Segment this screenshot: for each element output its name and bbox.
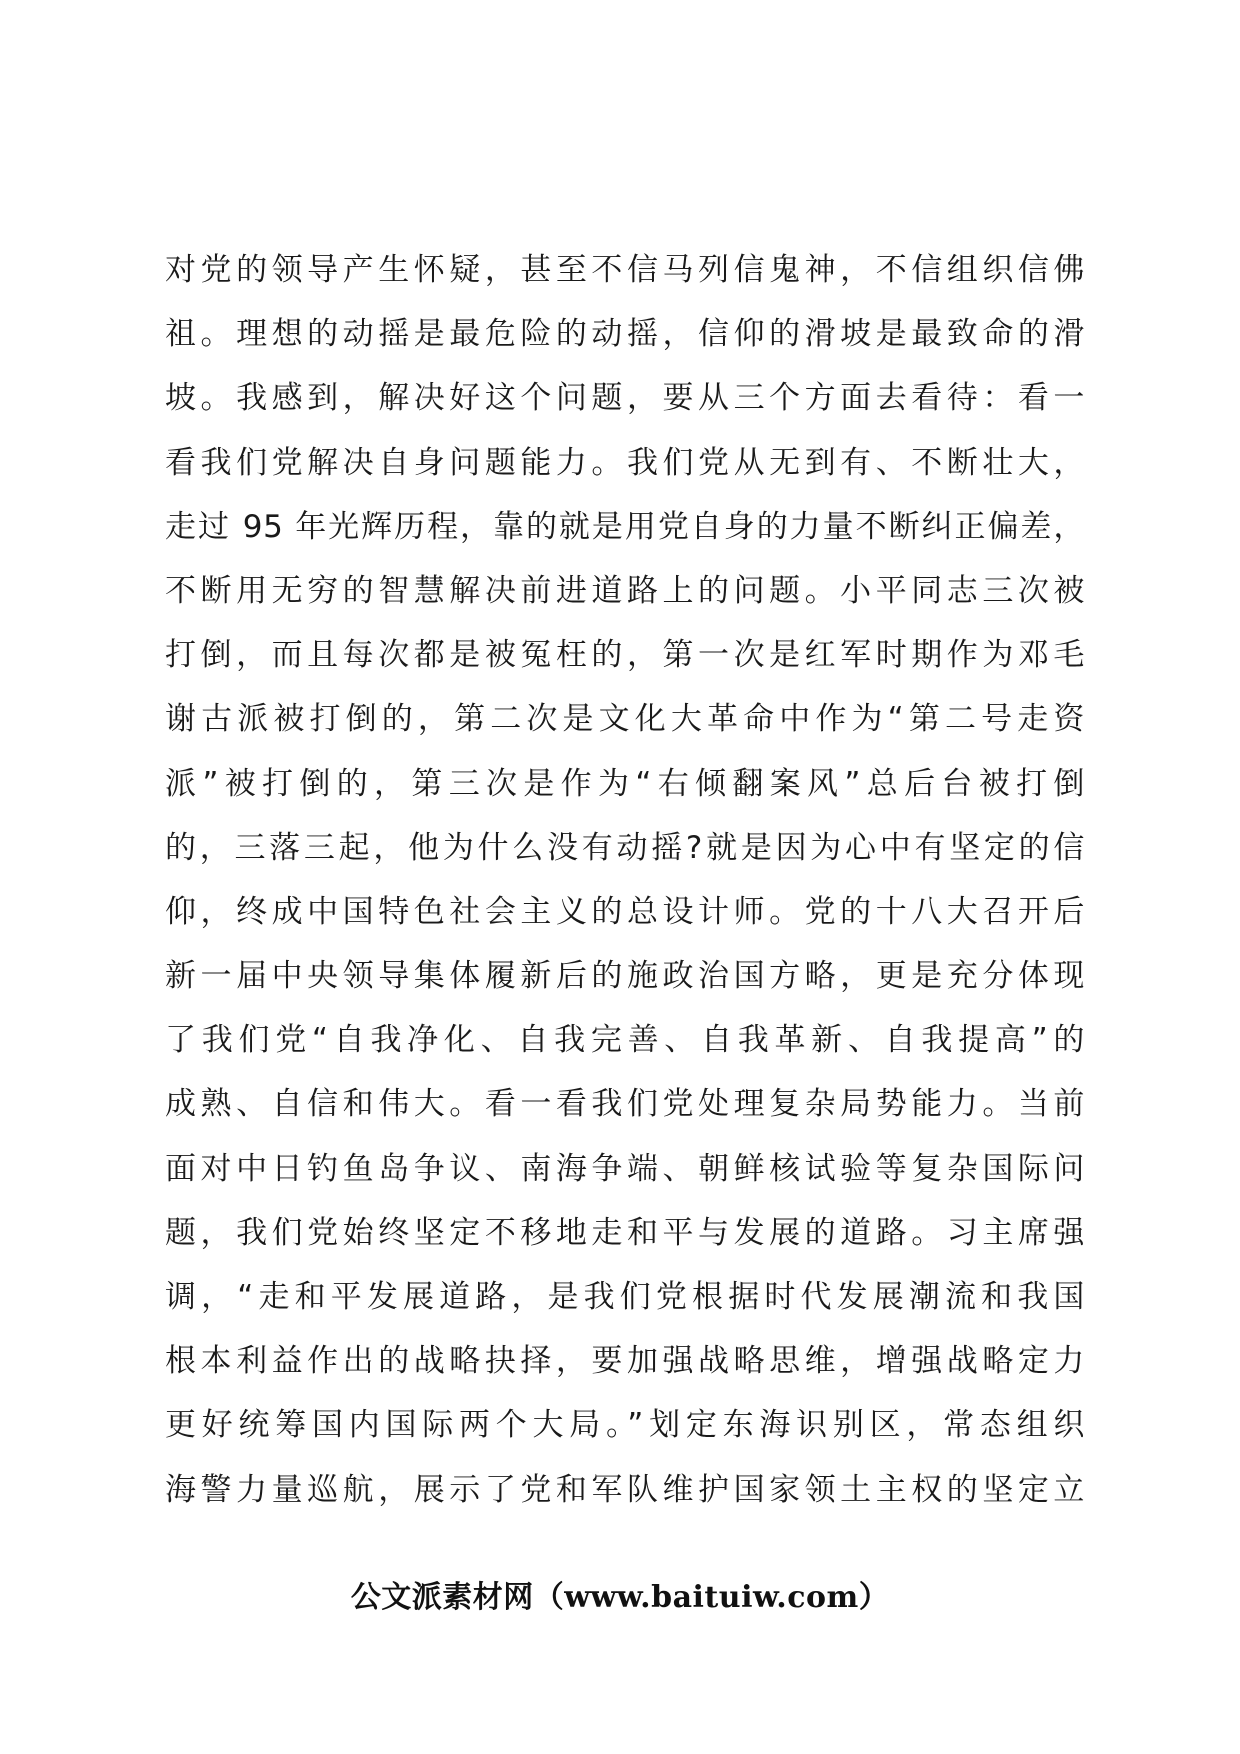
text-line: 调，“走和平发展道路，是我们党根据时代发展潮流和我国 [165,1279,1085,1315]
text-line: 成熟、自信和伟大。看一看我们党处理复杂局势能力。当前 [165,1086,1085,1123]
text-line: 看我们党解决自身问题能力。我们党从无到有、不断壮大， [165,444,1085,481]
text-line: 不断用无穷的智慧解决前进道路上的问题。小平同志三次被 [165,572,1085,609]
text-line: 海警力量巡航，展示了党和军队维护国家领土主权的坚定立 [165,1471,1085,1508]
text-line: 的，三落三起，他为什么没有动摇?就是因为心中有坚定的信 [165,829,1085,866]
text-line: 根本利益作出的战略抉择，要加强战略思维，增强战略定力 [165,1343,1085,1380]
text-line: 了我们党“自我净化、自我完善、自我革新、自我提高”的 [165,1022,1085,1059]
text-line: 派”被打倒的，第三次是作为“右倾翻案风”总后台被打倒 [165,765,1085,802]
text-line: 走过 95 年光辉历程，靠的就是用党自身的力量不断纠正偏差， [165,508,1085,545]
text-line: 祖。理想的动摇是最危险的动摇，信仰的滑坡是最致命的滑 [165,316,1085,353]
text-line: 打倒，而且每次都是被冤枉的，第一次是红军时期作为邓毛 [165,637,1085,674]
text-line: 谢古派被打倒的，第二次是文化大革命中作为“第二号走资 [165,701,1085,738]
text-line: 题，我们党始终坚定不移地走和平与发展的道路。习主席强 [165,1214,1085,1251]
footer-source-credit: 公文派素材网（www.baituiw.com） [350,1580,890,1615]
text-line: 新一届中央领导集体履新后的施政治国方略，更是充分体现 [165,958,1085,995]
body-paragraph [165,238,1085,1522]
text-line: 坡。我感到，解决好这个问题，要从三个方面去看待：看一 [165,380,1085,417]
text-line: 面对中日钓鱼岛争议、南海争端、朝鲜核试验等复杂国际问 [165,1150,1085,1187]
text-line: 仰，终成中国特色社会主义的总设计师。党的十八大召开后 [165,893,1085,930]
text-line: 对党的领导产生怀疑，甚至不信马列信鬼神，不信组织信佛 [165,252,1085,288]
text-line: 更好统筹国内国际两个大局。”划定东海识别区，常态组织 [165,1407,1085,1444]
